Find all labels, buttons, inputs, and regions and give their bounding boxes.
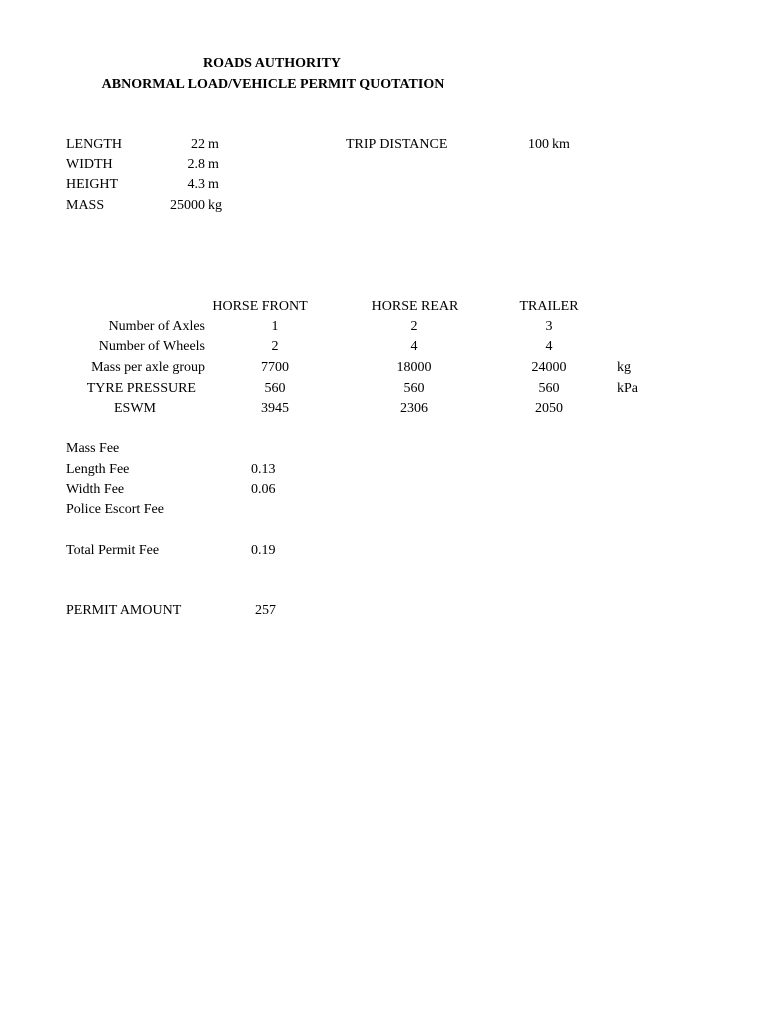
trip-distance-label: TRIP DISTANCE — [346, 137, 448, 152]
mass-fee-label: Mass Fee — [66, 441, 120, 456]
column-header-trailer: TRAILER — [519, 299, 579, 314]
row-label-mass-per-axle-group: Mass per axle group — [91, 360, 205, 375]
width-value: 2.8 — [187, 157, 205, 172]
table-cell: 560 — [264, 381, 286, 396]
row-label-eswm: ESWM — [114, 401, 156, 416]
table-cell: 24000 — [531, 360, 567, 375]
total-permit-fee-label: Total Permit Fee — [66, 543, 160, 558]
table-cell: 2050 — [535, 401, 563, 416]
permit-amount-value: 257 — [255, 603, 276, 618]
row-label-number-of-wheels: Number of Wheels — [98, 339, 205, 354]
mass-unit: kg — [208, 198, 222, 213]
width-label: WIDTH — [66, 157, 113, 172]
pressure-unit-kpa: kPa — [617, 381, 638, 396]
mass-unit-kg: kg — [617, 360, 631, 375]
authority-heading: ROADS AUTHORITY — [202, 56, 342, 71]
length-unit: m — [208, 137, 219, 152]
table-cell: 1 — [271, 319, 279, 334]
width-fee-value: 0.06 — [251, 482, 276, 497]
table-cell: 4 — [545, 339, 553, 354]
column-header-horse-rear: HORSE REAR — [371, 299, 459, 314]
police-escort-fee-label: Police Escort Fee — [66, 502, 164, 517]
table-cell: 18000 — [396, 360, 432, 375]
trip-distance-unit: km — [552, 137, 570, 152]
table-cell: 3945 — [261, 401, 289, 416]
row-label-tyre-pressure: TYRE PRESSURE — [86, 381, 196, 396]
permit-amount-label: PERMIT AMOUNT — [66, 603, 182, 618]
table-cell: 2 — [271, 339, 279, 354]
length-label: LENGTH — [66, 137, 122, 152]
height-unit: m — [208, 177, 219, 192]
row-label-number-of-axles: Number of Axles — [108, 319, 205, 334]
total-permit-fee-value: 0.19 — [251, 543, 276, 558]
width-unit: m — [208, 157, 219, 172]
table-cell: 4 — [410, 339, 418, 354]
table-cell: 2306 — [400, 401, 428, 416]
table-cell: 560 — [538, 381, 560, 396]
table-cell: 560 — [403, 381, 425, 396]
height-value: 4.3 — [187, 177, 205, 192]
length-fee-label: Length Fee — [66, 462, 130, 477]
mass-label: MASS — [66, 198, 105, 213]
length-fee-value: 0.13 — [251, 462, 276, 477]
mass-value: 25000 — [170, 198, 205, 213]
trip-distance-value: 100 — [528, 137, 549, 152]
table-cell: 7700 — [261, 360, 289, 375]
table-cell: 2 — [410, 319, 418, 334]
table-cell: 3 — [545, 319, 553, 334]
height-label: HEIGHT — [66, 177, 119, 192]
document-title: ABNORMAL LOAD/VEHICLE PERMIT QUOTATION — [101, 77, 445, 92]
column-header-horse-front: HORSE FRONT — [212, 299, 308, 314]
length-value: 22 — [191, 137, 205, 152]
width-fee-label: Width Fee — [66, 482, 125, 497]
